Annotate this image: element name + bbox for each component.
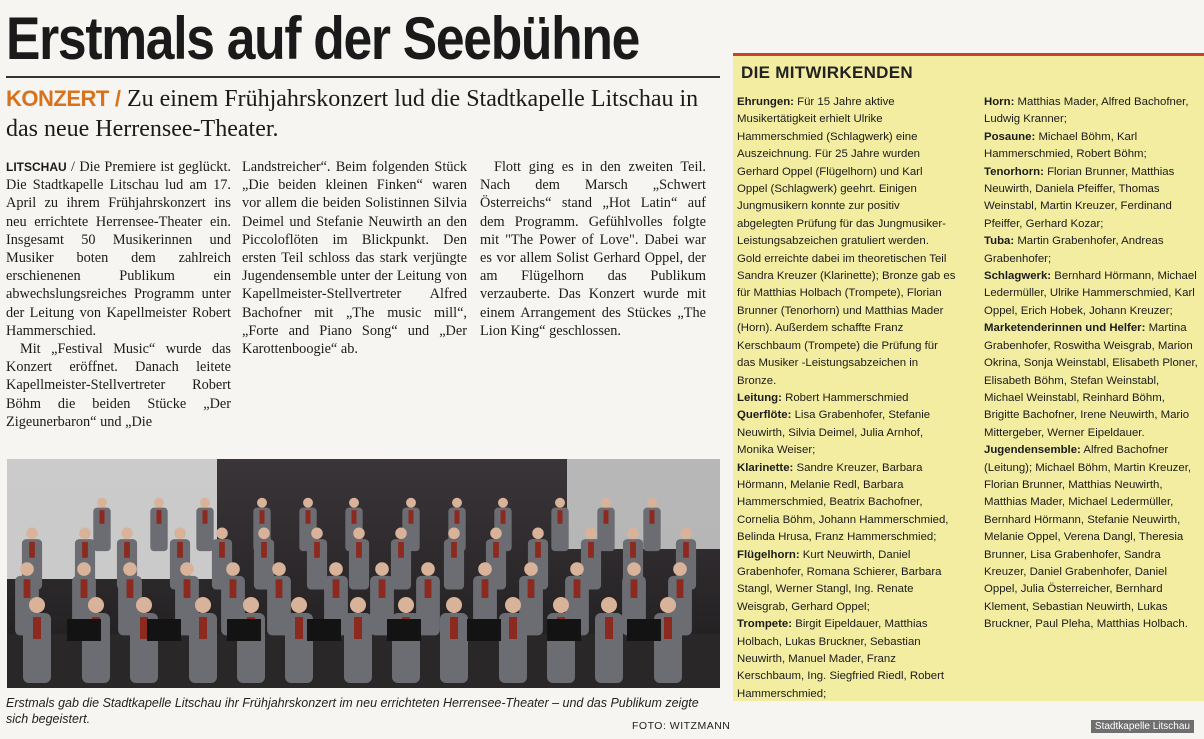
section-label: Flügelhorn: (737, 548, 800, 561)
music-stand (67, 619, 101, 641)
contributors-column-left (737, 94, 956, 703)
music-stand (467, 619, 501, 641)
contributor-section (737, 460, 956, 547)
music-stand (147, 619, 181, 641)
section-text: Martina Grabenhofer, Roswitha Weisgrab, Marion Okrina, Sonja Weinstabl, Elisabeth Ploner, Elisabeth Böhm, Stefan Weinstabl, Michael Weinstabl, Reinhard Böhm, Brigitte Bachofner, Irene Neuwirth, Mario Mittergeber, Werner Eipeldauer. (984, 322, 1198, 439)
contributors-box (733, 53, 1204, 701)
article-paragraph: Flott ging es in den zweiten Teil. Nach dem Marsch „Schwert Österreichs“ stand „Hot Latin“ auf dem Programm. Gefühlvolles folgte mit "The Power of Love". Dabei war es vor allem Solist Gerhard Oppel, der am Flügelhorn das Publikum verzauberte. Das Konzert wurde mit einem Arrangement des Stückes „The Lion King“ geschlossen. (480, 159, 706, 339)
music-stand (387, 619, 421, 641)
contributor-section (984, 442, 1200, 633)
section-text: Kurt Neuwirth, Daniel Grabenhofer, Romana Schierer, Barbara Stangl, Werner Stangl, Ing. Renate Weisgrab, Gerhard Oppel; (737, 548, 942, 613)
contributor-section (984, 320, 1200, 442)
headline-rule (6, 76, 720, 78)
section-text: Michael Böhm, Karl Hammerschmied, Robert Böhm; (984, 130, 1147, 161)
section-text: Florian Brunner, Matthias Neuwirth, Daniela Pfeiffer, Thomas Weinstabl, Martin Kreuzer, Ferdinand Pfeiffer, Gerhard Kozar; (984, 165, 1175, 230)
subhead-block (6, 84, 722, 144)
section-label: Marketenderinnen und Helfer: (984, 322, 1146, 335)
contributor-section (984, 164, 1200, 234)
watermark: Stadtkapelle Litschau (1091, 720, 1194, 733)
photo-caption: Erstmals gab die Stadtkapelle Litschau ihr Frühjahrskonzert im neu errichteten Herrensee-Theater – und das Publikum zeigte sich begeistert. (6, 696, 699, 726)
dateline: LITSCHAU (6, 160, 67, 174)
article-paragraph: Landstreicher“. Beim folgenden Stück „Die beiden kleinen Finken“ waren vor allem die beiden Solistinnen Silvia Deimel und Stefanie Neuwirth an den Piccoloflöten im Blickpunkt. Den ersten Teil schloss das stark verjüngte Jugendensemble unter der Leitung von Kapellmeister-Stellvertreter Alfred Bachofner mit „The music mill“, „Forte and Piano Song“ und „Der Karottenboogie“ ab. (242, 159, 467, 358)
article-paragraph: / Die Premiere ist geglückt. Die Stadtkapelle Litschau lud am 17. April zu ihrem Frühjahrskonzert ins neu errichtete Herrensee-Theater ein. Insgesamt 50 Musikerinnen und Musiker boten dem zahlreich erschienenen Publikum ein abwechslungsreiches Programm unter der Leitung von Kapellmeister Robert Hammerschied. (6, 159, 231, 339)
section-text: Bernhard Hörmann, Michael Ledermüller, Ulrike Hammerschmied, Karl Oppel, Erich Hobek, Johann Kreuzer; (984, 270, 1197, 317)
section-label: Schlagwerk: (984, 270, 1052, 283)
section-label: Posaune: (984, 130, 1036, 143)
article-column-1 (6, 158, 231, 431)
section-text: Matthias Mader, Alfred Bachofner, Ludwig Kranner; (984, 96, 1189, 126)
music-stand (227, 619, 261, 641)
section-text: Martin Grabenhofer, Andreas Grabenhofer; (984, 235, 1164, 265)
section-text: Lisa Grabenhofer, Stefanie Neuwirth, Silvia Deimel, Julia Arnhof, Monika Weiser; (737, 409, 931, 457)
section-text: Birgit Eipeldauer, Matthias Holbach, Lukas Bruckner, Sebastian Neuwirth, Manuel Mader, Franz Kerschbaum, Ing. Siegfried Riedl, Robert Hammerschmied; (737, 618, 945, 700)
contributor-section (984, 94, 1200, 129)
headline: Erstmals auf der Seebühne (6, 5, 640, 72)
box-title: DIE MITWIRKENDEN (741, 63, 913, 82)
section-label: Jugendensemble: (984, 444, 1081, 457)
section-label: Tenorhorn: (984, 165, 1044, 178)
subhead: Zu einem Frühjahrskonzert lud die Stadtkapelle Litschau in das neue Herrensee-Theater. (6, 86, 699, 142)
music-stand (547, 619, 581, 641)
section-label: Horn: (984, 96, 1015, 108)
section-text: Für 15 Jahre aktive Musikertätigkeit erhielt Ulrike Hammerschmied (Schlagwerk) eine Auszeichnung. Für 25 Jahre wurden Gerhard Oppel (Flügelhorn) und Karl Oppel (Schlagwerk) geehrt. Einigen Jungmusikern konnte zur positiv abgelegten Prüfung für das Jungmusiker-Leistungsabzeichen gratuliert werden. Gold erreichte dabei im theoretischen Teil Sandra Kreuzer (Klarinette); Bronze gab es für Matthias Holbach (Trompete), Florian Brunner (Tenorhorn) und Matthias Mader (Horn). Außerdem schaffte Franz Kerschbaum (Trompete) die Prüfung für das Musiker -Leistungsabzeichen in Bronze. (737, 96, 956, 387)
article-paragraph: Mit „Festival Music“ wurde das Konzert eröffnet. Danach leitete Kapellmeister-Stellvertreter Robert Böhm die beiden Stücke „Der Zigeunerbaron“ und „Die (6, 341, 231, 430)
band-illustration (7, 459, 720, 688)
article-column-3 (480, 158, 706, 340)
contributor-section (984, 233, 1200, 268)
section-label: Klarinette: (737, 461, 794, 474)
contributor-section (737, 616, 956, 703)
contributor-section (737, 407, 956, 459)
contributor-section (737, 390, 956, 407)
section-label: Trompete: (737, 618, 793, 631)
contributors-column-right (984, 94, 1200, 634)
section-label: Ehrungen: (737, 96, 794, 108)
contributor-section (737, 547, 956, 617)
kicker-slash: / (114, 86, 121, 111)
photo-credit: FOTO: WITZMANN (632, 720, 731, 732)
section-label: Tuba: (984, 235, 1015, 248)
kicker-label: KONZERT (6, 86, 109, 111)
section-text: Sandre Kreuzer, Barbara Hörmann, Melanie Redl, Barbara Hammerschmied, Beatrix Bachofner, Cornelia Böhm, Johann Hammerschmied, Belinda Hrusa, Franz Hammerschmied; (737, 461, 949, 544)
section-label: Querflöte: (737, 409, 792, 422)
contributor-section (984, 268, 1200, 320)
music-stand (627, 619, 661, 641)
article-column-2 (242, 158, 467, 358)
section-text: Alfred Bachofner (Leitung); Michael Böhm, Martin Kreuzer, Florian Brunner, Matthias Neuwirth, Matthias Mader, Michael Ledermüller, Bernhard Hörmann, Stefanie Neuwirth, Melanie Oppel, Verena Dangl, Theresia Brunner, Lisa Grabenhofer, Sandra Kreuzer, Daniel Grabenhofer, Daniel Oppel, Julia Österreicher, Bernhard Klement, Sebastian Neuwirth, Lukas Bruckner, Paul Pleha, Matthias Holbach. (984, 444, 1192, 631)
concert-photo (7, 459, 720, 688)
music-stand (307, 619, 341, 641)
contributor-section (737, 94, 956, 390)
contributor-section (984, 129, 1200, 164)
section-label: Leitung: (737, 391, 782, 404)
section-text: Robert Hammerschmied (781, 391, 909, 404)
